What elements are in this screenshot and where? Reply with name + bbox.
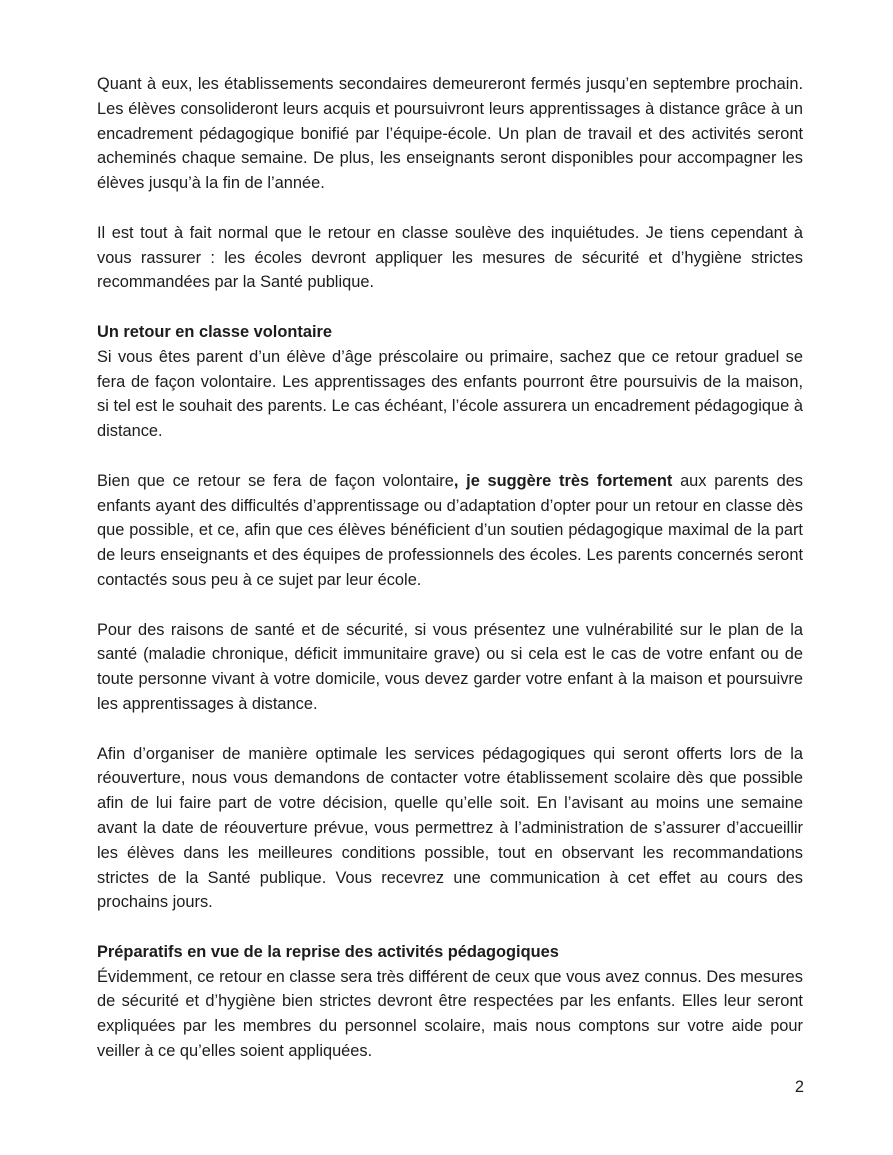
paragraph-gap: [97, 196, 803, 221]
paragraph-secondary-schools: Quant à eux, les établissements secondaires demeureront fermés jusqu’en septembre prochain. Les élèves consolideront leurs acquis et poursuivront leurs apprentissages à distance grâce à un encadrement pédagogique bonifié par l’équipe-école. Un plan de travail et des activités seront acheminés chaque semaine. De plus, les enseignants seront disponibles pour accompagner les élèves jusqu’à la fin de l’année.: [97, 75, 803, 193]
paragraph-preparations: Évidemment, ce retour en classe sera très différent de ceux que vous avez connus. Des mesures de sécurité et d’hygiène bien strictes devront être respectées par les enfants. Elles leur seront expliquées par les membres du personnel scolaire, mais nous comptons sur votre aide pour veiller à ce qu’elles soient appliquées.: [97, 967, 803, 1061]
document-page: [97, 72, 803, 1064]
bold-emphasis-text: , je suggère très fortement: [453, 471, 673, 490]
paragraph-gap: [97, 915, 803, 940]
paragraph-strong-suggestion: [97, 469, 803, 593]
paragraph-reassurance: Il est tout à fait normal que le retour en classe soulève des inquiétudes. Je tiens cependant à vous rassurer : les écoles devront appliquer les mesures de sécurité et d’hygiène strictes recommandées par la Santé publique.: [97, 223, 803, 292]
paragraph-gap: [97, 593, 803, 618]
paragraph-gap: [97, 717, 803, 742]
paragraph-gap: [97, 444, 803, 469]
page-number: 2: [794, 1078, 804, 1096]
paragraph-contact-school: Afin d’organiser de manière optimale les services pédagogiques qui seront offerts lors de la réouverture, nous vous demandons de contacter votre établissement scolaire dès que possible afin de lui faire part de votre décision, quelle qu’elle soit. En l’avisant au moins une semaine avant la date de réouverture prévue, vous permettrez à l’administration de s’assurer d’accueillir les élèves dans les meilleures conditions possible, tout en observant les recommandations strictes de la Santé publique. Vous recevrez une communication à cet effet au cours des prochains jours.: [97, 744, 803, 912]
paragraph-gap: [97, 295, 803, 320]
paragraph-health-vulnerability: Pour des raisons de santé et de sécurité, si vous présentez une vulnérabilité sur le plan de la santé (maladie chronique, déficit immunitaire grave) ou si cela est le cas de votre enfant ou de toute personne vivant à votre domicile, vous devez garder votre enfant à la maison et poursuivre les apprentissages à distance.: [97, 620, 803, 713]
section-heading-voluntary-return: Un retour en classe volontaire: [97, 322, 333, 341]
paragraph-text-segment: Bien que ce retour se fera de façon volontaire: [97, 471, 454, 490]
section-heading-preparations: Préparatifs en vue de la reprise des activités pédagogiques: [97, 942, 559, 961]
paragraph-text-segment: aux parents des enfants ayant des difficultés d’apprentissage ou d’adaptation d’opter pour un retour en classe dès que possible, et ce, afin que ces élèves bénéficient d’un soutien pédagogique maximal de la part de leurs enseignants et des équipes de professionnels des écoles. Les parents concernés seront contactés sous peu à ce sujet par leur école.: [97, 471, 804, 589]
paragraph-voluntary-return: Si vous êtes parent d’un élève d’âge préscolaire ou primaire, sachez que ce retour graduel se fera de façon volontaire. Les apprentissages des enfants pourront être poursuivis de la maison, si tel est le souhait des parents. Le cas échéant, l’école assurera un encadrement pédagogique à distance.: [97, 347, 803, 441]
